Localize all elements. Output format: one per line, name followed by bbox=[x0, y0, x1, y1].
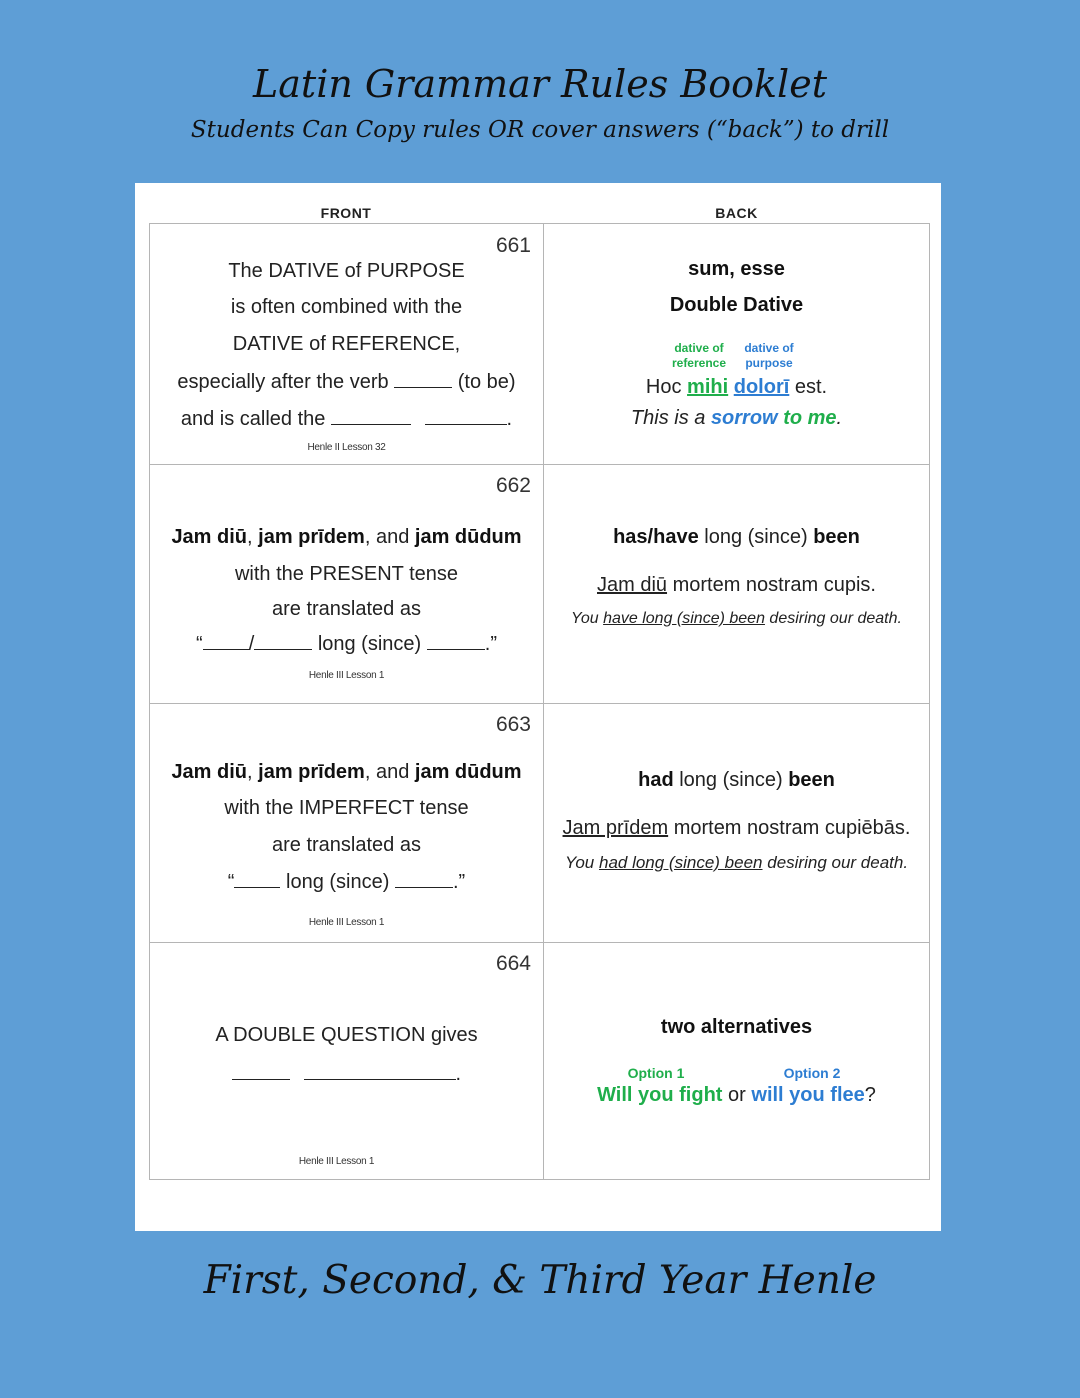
answer-heading: two alternatives bbox=[660, 1016, 813, 1038]
rule-line: The DATIVE of PURPOSE bbox=[228, 260, 465, 282]
english-translation: You have long (since) been desiring our death. bbox=[571, 610, 902, 627]
answer-blank bbox=[304, 1062, 456, 1080]
rule-line: A DOUBLE QUESTION gives bbox=[215, 1024, 478, 1046]
answer-blank bbox=[394, 370, 452, 388]
card-663-back bbox=[544, 703, 929, 942]
answer-blank bbox=[331, 407, 411, 425]
example-question: Will you fight or will you flee? bbox=[597, 1084, 876, 1106]
rule-line: with the IMPERFECT tense bbox=[224, 797, 469, 819]
card-664-back bbox=[544, 942, 929, 1179]
answer-blank bbox=[427, 632, 485, 650]
answer-blank bbox=[425, 407, 507, 425]
answer-heading: has/have long (since) been bbox=[613, 526, 860, 548]
rule-line: with the PRESENT tense bbox=[234, 563, 459, 585]
rule-line: and is called the . bbox=[180, 408, 513, 430]
latin-example: Hoc mihi dolorī est. bbox=[645, 376, 828, 398]
card-number: 664 bbox=[495, 952, 531, 975]
card-number: 662 bbox=[495, 474, 531, 497]
source-reference: Henle III Lesson 1 bbox=[308, 670, 385, 681]
page-subtitle: Students Can Copy rules OR cover answers (“back”) to drill bbox=[190, 117, 890, 143]
english-translation: This is a sorrow to me. bbox=[630, 407, 843, 429]
label-option-2: Option 2 bbox=[783, 1065, 841, 1081]
column-header-front: FRONT bbox=[320, 205, 372, 221]
answer-heading: Double Dative bbox=[669, 294, 804, 316]
rule-line: especially after the verb (to be) bbox=[177, 371, 516, 393]
rule-line: are translated as bbox=[272, 834, 421, 856]
label-dative-reference: dative of reference bbox=[671, 341, 727, 370]
rule-line: . bbox=[150, 1062, 543, 1086]
rule-line: are translated as bbox=[272, 598, 421, 620]
answer-blank bbox=[254, 632, 312, 650]
rule-line: “ long (since) .” bbox=[227, 871, 466, 893]
answer-blank bbox=[234, 870, 280, 888]
source-reference: Henle II Lesson 32 bbox=[307, 442, 386, 453]
latin-example: Jam diū mortem nostram cupis. bbox=[597, 574, 876, 596]
flashcard-grid bbox=[149, 223, 930, 1180]
source-reference: Henle III Lesson 1 bbox=[308, 917, 385, 928]
card-number: 663 bbox=[495, 713, 531, 736]
card-664-front bbox=[150, 942, 543, 1179]
rule-line: is often combined with the bbox=[230, 296, 463, 318]
rule-line: DATIVE of REFERENCE, bbox=[232, 333, 461, 355]
column-header-back: BACK bbox=[715, 205, 758, 221]
booklet-page bbox=[135, 183, 941, 1231]
answer-blank bbox=[232, 1062, 290, 1080]
answer-heading: sum, esse bbox=[688, 258, 785, 280]
card-663-front bbox=[150, 703, 543, 942]
latin-example: Jam prīdem mortem nostram cupiēbās. bbox=[562, 817, 911, 839]
card-661-back bbox=[544, 224, 929, 464]
card-661-front bbox=[150, 224, 543, 464]
card-number: 661 bbox=[495, 234, 531, 257]
rule-line: “ / long (since) .” bbox=[196, 633, 497, 655]
page-title: Latin Grammar Rules Booklet bbox=[253, 62, 827, 106]
card-662-front bbox=[150, 464, 543, 703]
answer-heading: had long (since) been bbox=[638, 769, 835, 791]
label-dative-purpose: dative of purpose bbox=[744, 341, 794, 370]
english-translation: You had long (since) been desiring our death. bbox=[564, 853, 909, 872]
rule-line: Jam diū, jam prīdem, and jam dūdum bbox=[171, 526, 522, 548]
rule-line: Jam diū, jam prīdem, and jam dūdum bbox=[171, 761, 522, 783]
card-662-back bbox=[544, 464, 929, 703]
source-reference: Henle III Lesson 1 bbox=[298, 1156, 375, 1167]
footer-text: First, Second, & Third Year Henle bbox=[203, 1258, 877, 1303]
answer-blank bbox=[203, 632, 249, 650]
label-option-1: Option 1 bbox=[627, 1065, 685, 1081]
answer-blank bbox=[395, 870, 453, 888]
